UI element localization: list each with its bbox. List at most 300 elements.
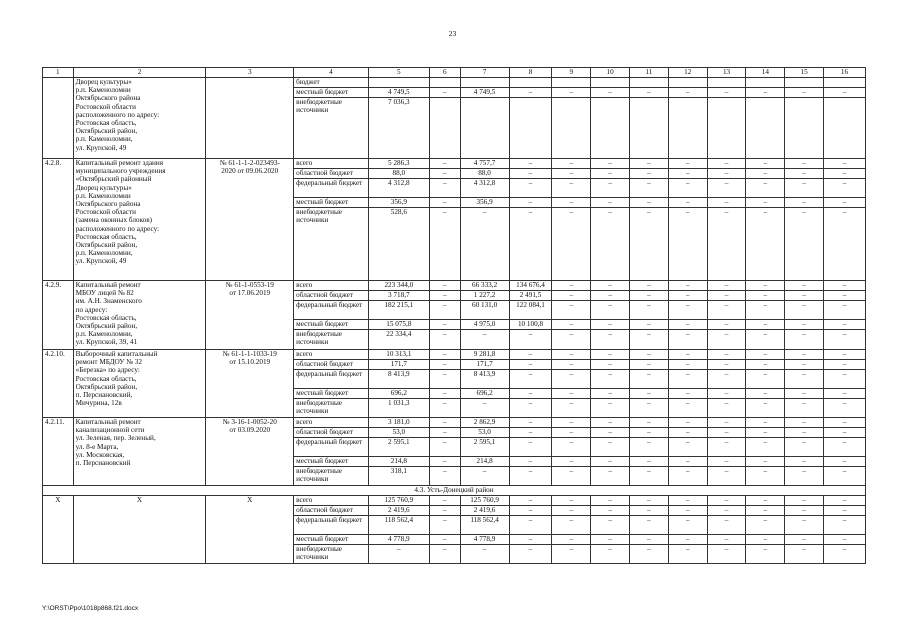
value-cell: –	[630, 301, 669, 320]
value-cell: –	[591, 179, 630, 198]
value-cell: –	[668, 88, 707, 98]
value-cell: 4 757,7	[460, 159, 509, 169]
value-cell: –	[630, 169, 669, 179]
funding-source-cell: всего	[294, 350, 369, 360]
value-cell: –	[746, 516, 785, 535]
value-cell: –	[591, 516, 630, 535]
value-cell: –	[509, 330, 552, 350]
funding-source-cell: областной бюджет	[294, 291, 369, 301]
value-cell: –	[668, 169, 707, 179]
value-cell: –	[746, 370, 785, 389]
value-cell: –	[668, 360, 707, 370]
value-cell: –	[668, 535, 707, 545]
value-cell: –	[668, 506, 707, 516]
value-cell: –	[630, 545, 669, 564]
funding-source-cell: местный бюджет	[294, 535, 369, 545]
value-cell: –	[630, 360, 669, 370]
item-doc-cell: № 61-1-1-1033-19 от 15.10.2019	[206, 350, 294, 418]
value-cell: –	[509, 428, 552, 438]
value-cell: –	[509, 506, 552, 516]
value-cell: –	[552, 208, 591, 281]
value-cell: –	[429, 179, 460, 198]
value-cell: –	[429, 281, 460, 291]
value-cell: 2 595,1	[460, 438, 509, 457]
value-cell: 2 419,6	[460, 506, 509, 516]
table-row	[43, 350, 866, 360]
value-cell: –	[429, 506, 460, 516]
value-cell: –	[746, 208, 785, 281]
value-cell: –	[668, 159, 707, 169]
value-cell: –	[668, 179, 707, 198]
value-cell: 118 562,4	[368, 516, 429, 535]
value-cell: –	[630, 457, 669, 467]
value-cell: –	[668, 545, 707, 564]
funding-source-cell: внебюджетные источники	[294, 98, 369, 159]
funding-source-cell: федеральный бюджет	[294, 370, 369, 389]
value-cell: –	[746, 360, 785, 370]
header-cell: 13	[707, 68, 746, 78]
value-cell: –	[668, 198, 707, 208]
value-cell: –	[785, 301, 824, 320]
value-cell: –	[707, 208, 746, 281]
value-cell	[429, 98, 460, 159]
value-cell: –	[552, 281, 591, 291]
value-cell: 60 131,0	[460, 301, 509, 320]
value-cell: –	[591, 389, 630, 399]
funding-source-cell: федеральный бюджет	[294, 516, 369, 535]
value-cell: –	[746, 179, 785, 198]
value-cell: –	[707, 159, 746, 169]
value-cell: –	[707, 320, 746, 330]
value-cell: –	[509, 545, 552, 564]
value-cell: –	[591, 301, 630, 320]
value-cell: –	[824, 179, 866, 198]
value-cell: –	[429, 428, 460, 438]
value-cell: –	[707, 198, 746, 208]
value-cell: –	[707, 179, 746, 198]
value-cell	[552, 98, 591, 159]
value-cell: –	[824, 438, 866, 457]
value-cell: –	[630, 506, 669, 516]
value-cell: –	[668, 428, 707, 438]
value-cell: –	[509, 370, 552, 389]
funding-source-cell: федеральный бюджет	[294, 438, 369, 457]
funding-source-cell: областной бюджет	[294, 360, 369, 370]
value-cell: 318,1	[368, 467, 429, 486]
value-cell	[630, 98, 669, 159]
value-cell: 2 491,5	[509, 291, 552, 301]
header-cell: 6	[429, 68, 460, 78]
value-cell: –	[668, 389, 707, 399]
value-cell: –	[509, 467, 552, 486]
table-row	[43, 418, 866, 428]
funding-source-cell: областной бюджет	[294, 428, 369, 438]
value-cell: –	[429, 399, 460, 418]
value-cell: –	[591, 535, 630, 545]
value-cell: 125 760,9	[368, 496, 429, 506]
value-cell: 223 344,0	[368, 281, 429, 291]
value-cell: –	[429, 418, 460, 428]
value-cell: –	[552, 545, 591, 564]
value-cell: –	[707, 350, 746, 360]
value-cell: 9 281,8	[460, 350, 509, 360]
section-title: 4.3. Усть-Донецкий район	[43, 486, 866, 496]
value-cell: –	[785, 438, 824, 457]
value-cell: –	[429, 320, 460, 330]
header-cell: 8	[509, 68, 552, 78]
value-cell: –	[824, 350, 866, 360]
value-cell: –	[509, 418, 552, 428]
value-cell: 8 413,9	[460, 370, 509, 389]
value-cell: 53,0	[368, 428, 429, 438]
value-cell: 88,0	[368, 169, 429, 179]
value-cell: –	[509, 535, 552, 545]
value-cell: –	[824, 360, 866, 370]
value-cell: –	[591, 360, 630, 370]
value-cell: –	[591, 291, 630, 301]
value-cell: –	[591, 198, 630, 208]
value-cell: –	[746, 428, 785, 438]
value-cell: 10 100,8	[509, 320, 552, 330]
value-cell: –	[552, 159, 591, 169]
value-cell: –	[785, 291, 824, 301]
value-cell: –	[746, 320, 785, 330]
value-cell: –	[707, 399, 746, 418]
value-cell: –	[429, 169, 460, 179]
value-cell: 3 718,7	[368, 291, 429, 301]
header-cell: 5	[368, 68, 429, 78]
value-cell: 53,0	[460, 428, 509, 438]
item-number-cell: 4.2.9.	[43, 281, 74, 350]
funding-source-cell: местный бюджет	[294, 88, 369, 98]
file-path-footer: Y:\ORST\Ppo\1018p868.f21.docx	[42, 605, 139, 612]
value-cell: 122 084,1	[509, 301, 552, 320]
value-cell: –	[630, 320, 669, 330]
value-cell: –	[591, 438, 630, 457]
value-cell: 171,7	[460, 360, 509, 370]
value-cell: –	[552, 467, 591, 486]
value-cell: –	[591, 370, 630, 389]
value-cell	[785, 78, 824, 88]
value-cell: –	[509, 159, 552, 169]
header-cell: 15	[785, 68, 824, 78]
header-cell: 2	[73, 68, 206, 78]
value-cell: –	[630, 88, 669, 98]
value-cell: –	[824, 281, 866, 291]
funding-source-cell: местный бюджет	[294, 320, 369, 330]
item-number-cell: Х	[43, 496, 74, 564]
value-cell: –	[824, 291, 866, 301]
funding-source-cell: внебюджетные источники	[294, 330, 369, 350]
value-cell: –	[630, 535, 669, 545]
value-cell: –	[429, 350, 460, 360]
value-cell: –	[824, 535, 866, 545]
value-cell: 356,9	[368, 198, 429, 208]
value-cell: –	[785, 467, 824, 486]
value-cell: –	[707, 281, 746, 291]
program-table	[42, 67, 866, 564]
header-cell: 11	[630, 68, 669, 78]
table-row	[43, 159, 866, 169]
value-cell: –	[785, 169, 824, 179]
value-cell: –	[824, 428, 866, 438]
value-cell	[460, 78, 509, 88]
value-cell	[668, 98, 707, 159]
value-cell: –	[552, 198, 591, 208]
value-cell: –	[824, 457, 866, 467]
value-cell	[707, 78, 746, 88]
value-cell: –	[785, 457, 824, 467]
value-cell: –	[707, 545, 746, 564]
value-cell: –	[824, 389, 866, 399]
value-cell: –	[630, 389, 669, 399]
value-cell: 696,2	[460, 389, 509, 399]
value-cell: 7 036,3	[368, 98, 429, 159]
value-cell: 118 562,4	[460, 516, 509, 535]
value-cell: –	[785, 545, 824, 564]
value-cell: –	[368, 545, 429, 564]
value-cell: –	[824, 370, 866, 389]
value-cell: –	[591, 506, 630, 516]
value-cell: –	[509, 208, 552, 281]
value-cell: 22 334,4	[368, 330, 429, 350]
item-name-cell: Капитальный ремонт МБОУ лицей № 82 им. А.Н. Знаменского по адресу: Ростовская область, Октябрьский район, р.п. Каменоломни, ул. Крупской, 39, 41	[73, 281, 206, 350]
value-cell: –	[591, 399, 630, 418]
value-cell	[707, 98, 746, 159]
value-cell: 696,2	[368, 389, 429, 399]
value-cell: –	[460, 399, 509, 418]
value-cell: –	[707, 330, 746, 350]
value-cell: –	[746, 457, 785, 467]
value-cell: –	[630, 418, 669, 428]
value-cell: –	[785, 179, 824, 198]
value-cell: –	[707, 467, 746, 486]
value-cell: –	[509, 179, 552, 198]
value-cell: –	[429, 516, 460, 535]
value-cell: –	[785, 496, 824, 506]
value-cell: –	[509, 399, 552, 418]
page-number: 23	[448, 29, 457, 38]
value-cell: –	[668, 438, 707, 457]
value-cell: –	[630, 370, 669, 389]
value-cell: –	[785, 516, 824, 535]
value-cell: –	[552, 88, 591, 98]
value-cell: –	[746, 467, 785, 486]
value-cell: –	[785, 281, 824, 291]
value-cell: –	[707, 535, 746, 545]
value-cell: –	[552, 399, 591, 418]
value-cell	[552, 78, 591, 88]
value-cell: –	[746, 418, 785, 428]
value-cell	[746, 78, 785, 88]
item-doc-cell: № 61-1-1-2-023493- 2020 от 09.06.2020	[206, 159, 294, 281]
value-cell: 5 286,3	[368, 159, 429, 169]
table-row	[43, 281, 866, 291]
header-cell: 4	[294, 68, 369, 78]
header-cell: 16	[824, 68, 866, 78]
value-cell: –	[707, 389, 746, 399]
value-cell: 3 181,0	[368, 418, 429, 428]
value-cell: –	[429, 360, 460, 370]
funding-source-cell: внебюджетные источники	[294, 545, 369, 564]
value-cell: 2 862,9	[460, 418, 509, 428]
value-cell: –	[824, 301, 866, 320]
value-cell: –	[509, 457, 552, 467]
item-name-cell: Капитальный ремонт здания муниципального учреждения «Октябрьский районный Дворец культуры» р.п. Каменоломни Октябрьского района Ростовской области (замена оконных блоков) расположенного по адресу: Ростовская область, Октябрьский район, р.п. Каменоломни, ул. Крупской, 49	[73, 159, 206, 281]
value-cell: –	[746, 159, 785, 169]
funding-source-cell: внебюджетные источники	[294, 208, 369, 281]
header-cell: 10	[591, 68, 630, 78]
value-cell: –	[630, 159, 669, 169]
value-cell: –	[630, 496, 669, 506]
value-cell: –	[668, 291, 707, 301]
value-cell: –	[746, 169, 785, 179]
item-doc-cell: № 61-1-0553-19 от 17.06.2019	[206, 281, 294, 350]
value-cell: –	[552, 496, 591, 506]
value-cell: –	[707, 301, 746, 320]
value-cell: –	[824, 516, 866, 535]
funding-source-cell: местный бюджет	[294, 389, 369, 399]
value-cell: 8 413,9	[368, 370, 429, 389]
value-cell: –	[785, 389, 824, 399]
header-cell: 9	[552, 68, 591, 78]
value-cell: –	[552, 330, 591, 350]
value-cell: –	[591, 330, 630, 350]
value-cell: –	[509, 88, 552, 98]
value-cell: –	[668, 496, 707, 506]
header-cell: 14	[746, 68, 785, 78]
value-cell: –	[591, 208, 630, 281]
value-cell: –	[785, 418, 824, 428]
value-cell: –	[746, 198, 785, 208]
value-cell: –	[552, 301, 591, 320]
value-cell: –	[429, 330, 460, 350]
value-cell: –	[668, 370, 707, 389]
value-cell: –	[630, 281, 669, 291]
value-cell: 88,0	[460, 169, 509, 179]
value-cell: –	[429, 467, 460, 486]
value-cell: –	[668, 281, 707, 291]
value-cell: –	[785, 535, 824, 545]
value-cell: 171,7	[368, 360, 429, 370]
value-cell: –	[707, 360, 746, 370]
value-cell: –	[668, 208, 707, 281]
funding-source-cell: областной бюджет	[294, 169, 369, 179]
value-cell: –	[429, 496, 460, 506]
item-name-cell: Капитальный ремонт канализационной сети ул. Зеленая, пер. Зеленый, ул. 8-е Марта, ул. Московская, п. Персиановский	[73, 418, 206, 486]
value-cell: –	[785, 360, 824, 370]
value-cell: –	[707, 428, 746, 438]
value-cell: –	[785, 399, 824, 418]
value-cell: –	[668, 467, 707, 486]
value-cell: –	[552, 360, 591, 370]
value-cell: –	[746, 330, 785, 350]
value-cell: –	[785, 159, 824, 169]
funding-source-cell: бюджет	[294, 78, 369, 88]
value-cell: 4 749,5	[460, 88, 509, 98]
value-cell: –	[824, 208, 866, 281]
value-cell: –	[746, 281, 785, 291]
value-cell: –	[630, 198, 669, 208]
value-cell	[509, 98, 552, 159]
value-cell: 4 778,9	[368, 535, 429, 545]
item-name-cell: Выборочный капитальный ремонт МБДОУ № 32 «Березка» по адресу: Ростовская область, Октябрьский район, п. Персиановский, Мичурина, 12в	[73, 350, 206, 418]
value-cell: 125 760,9	[460, 496, 509, 506]
value-cell: –	[509, 169, 552, 179]
value-cell: –	[707, 291, 746, 301]
value-cell	[668, 78, 707, 88]
value-cell: 4 312,8	[460, 179, 509, 198]
value-cell: –	[552, 418, 591, 428]
value-cell: 2 419,6	[368, 506, 429, 516]
value-cell	[591, 98, 630, 159]
value-cell	[460, 98, 509, 159]
value-cell: –	[785, 350, 824, 360]
section-row	[43, 496, 866, 506]
value-cell: –	[460, 467, 509, 486]
value-cell: –	[552, 350, 591, 360]
value-cell	[746, 98, 785, 159]
value-cell: –	[429, 535, 460, 545]
value-cell: –	[785, 428, 824, 438]
value-cell: –	[824, 169, 866, 179]
value-cell: –	[552, 389, 591, 399]
value-cell: –	[630, 208, 669, 281]
value-cell	[824, 98, 866, 159]
value-cell: –	[591, 88, 630, 98]
value-cell: –	[785, 208, 824, 281]
value-cell: –	[630, 516, 669, 535]
value-cell: –	[552, 179, 591, 198]
value-cell: –	[429, 389, 460, 399]
value-cell: –	[509, 438, 552, 457]
value-cell: –	[668, 399, 707, 418]
value-cell: –	[707, 418, 746, 428]
value-cell	[785, 98, 824, 159]
value-cell	[630, 78, 669, 88]
value-cell: –	[429, 208, 460, 281]
value-cell: –	[552, 535, 591, 545]
value-cell: –	[591, 281, 630, 291]
value-cell: 4 312,8	[368, 179, 429, 198]
value-cell: –	[429, 301, 460, 320]
value-cell	[368, 78, 429, 88]
value-cell: 1 031,3	[368, 399, 429, 418]
item-doc-cell	[206, 78, 294, 159]
value-cell: –	[824, 320, 866, 330]
funding-source-cell: местный бюджет	[294, 198, 369, 208]
value-cell: –	[591, 457, 630, 467]
value-cell: 4 975,0	[460, 320, 509, 330]
value-cell: –	[429, 88, 460, 98]
value-cell: –	[824, 418, 866, 428]
value-cell: –	[824, 506, 866, 516]
value-cell: –	[630, 350, 669, 360]
value-cell: –	[552, 438, 591, 457]
value-cell: –	[746, 350, 785, 360]
value-cell	[824, 78, 866, 88]
funding-source-cell: внебюджетные источники	[294, 467, 369, 486]
value-cell: –	[824, 159, 866, 169]
value-cell: 1 227,2	[460, 291, 509, 301]
value-cell: –	[824, 467, 866, 486]
value-cell: –	[785, 506, 824, 516]
value-cell: –	[668, 330, 707, 350]
item-doc-cell: Х	[206, 496, 294, 564]
value-cell: –	[630, 428, 669, 438]
value-cell: –	[668, 350, 707, 360]
header-cell: 1	[43, 68, 74, 78]
